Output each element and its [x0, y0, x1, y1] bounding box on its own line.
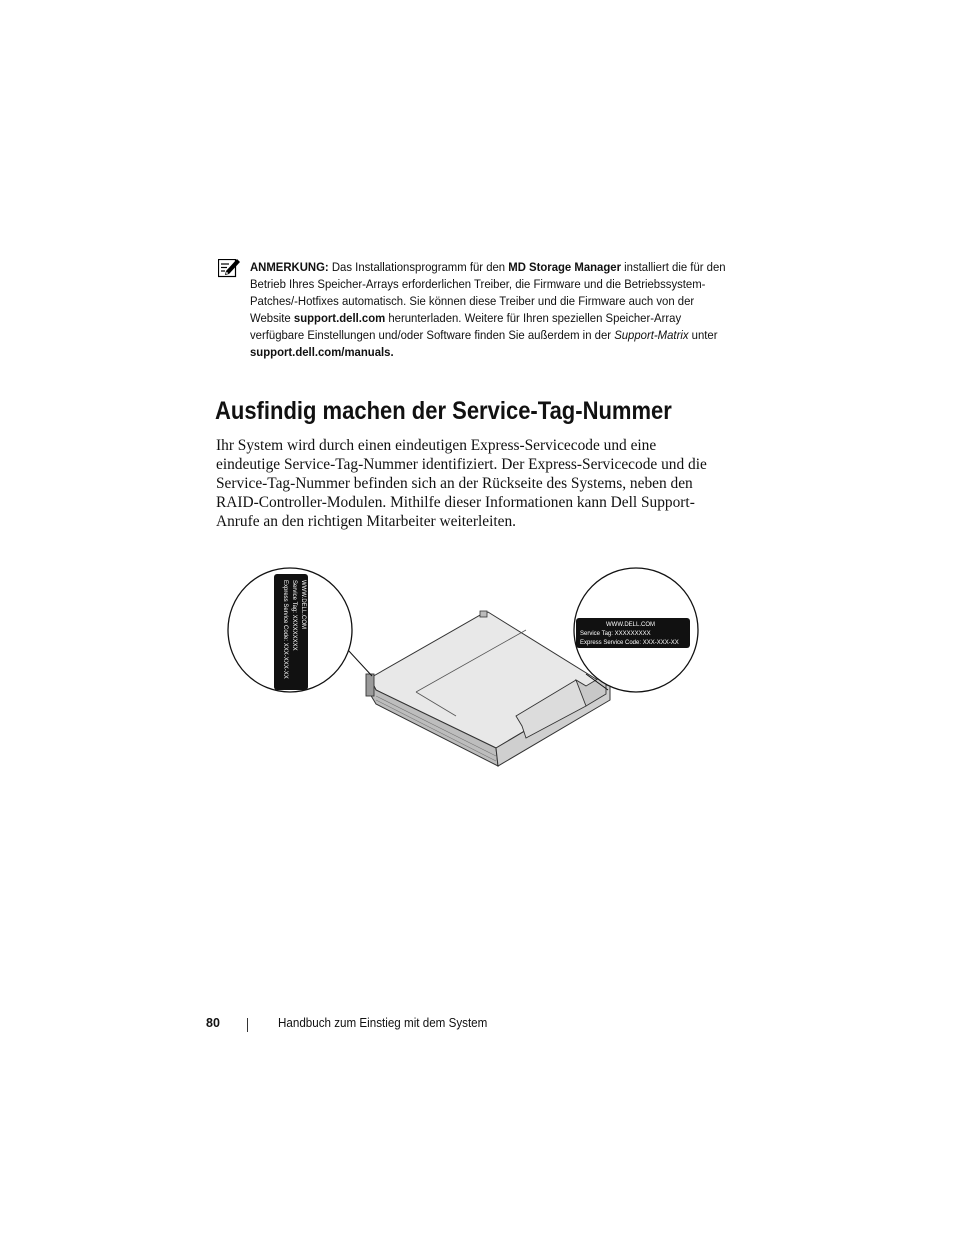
- note-label: ANMERKUNG:: [250, 260, 329, 274]
- note-text-part: installiert die für den Betrieb Ihres Speicher-Arrays erforderlichen Treiber, die Firmware und die Betriebssystem-Patches/-Hotfixes automatisch. Sie können diese Treiber und die Firmware auch von der Website: [250, 260, 726, 325]
- note-text: [250, 259, 730, 361]
- storage-array-illustration: [226, 566, 700, 776]
- left-callout: [228, 568, 372, 692]
- right-label-url: WWW.DELL.COM: [606, 622, 655, 628]
- footer-title: Handbuch zum Einstieg mit dem System: [278, 1016, 488, 1030]
- left-label-express-code: Express Service Code: XXX-XXX-XX: [282, 580, 288, 679]
- note-text-part: herunterladen. Weitere für Ihren speziellen Speicher-Array verfügbare Einstellungen und/oder Software finden Sie außerdem in der: [250, 311, 682, 342]
- footer-divider: [247, 1018, 248, 1032]
- body-paragraph: Ihr System wird durch einen eindeutigen Express-Servicecode und eine eindeutige Service-Tag-Nummer identifiziert. Der Express-Servicecode und die Service-Tag-Nummer befinden sich an der Rückseite des Systems, neben den RAID-Controller-Modulen. Mithilfe dieser Informationen kann Dell Support-Anrufe an den richtigen Mitarbeiter weiterleiten.: [216, 437, 707, 530]
- section-heading: Ausfindig machen der Service-Tag-Nummer: [215, 397, 672, 425]
- left-label-service-tag: Service Tag: XXXXXXXXX: [291, 580, 297, 651]
- website-link[interactable]: support.dell.com: [293, 311, 386, 325]
- right-label-service-tag: Service Tag: XXXXXXXXX: [580, 631, 651, 637]
- right-label-express-code: Express Service Code: XXX-XXX-XX: [580, 640, 679, 646]
- chassis: [366, 611, 610, 766]
- page-footer: [0, 1016, 954, 1036]
- note-text-part: unter: [688, 328, 718, 342]
- right-callout: [574, 568, 698, 692]
- page-number: 80: [206, 1016, 220, 1030]
- support-matrix-term: Support-Matrix: [614, 328, 689, 342]
- note-text-part: Das Installationsprogramm für den: [328, 260, 509, 274]
- left-label-url: WWW.DELL.COM: [300, 580, 306, 629]
- manuals-link[interactable]: support.dell.com/manuals.: [250, 345, 394, 359]
- pencil-note-icon: [218, 259, 240, 279]
- product-name: MD Storage Manager: [508, 260, 622, 274]
